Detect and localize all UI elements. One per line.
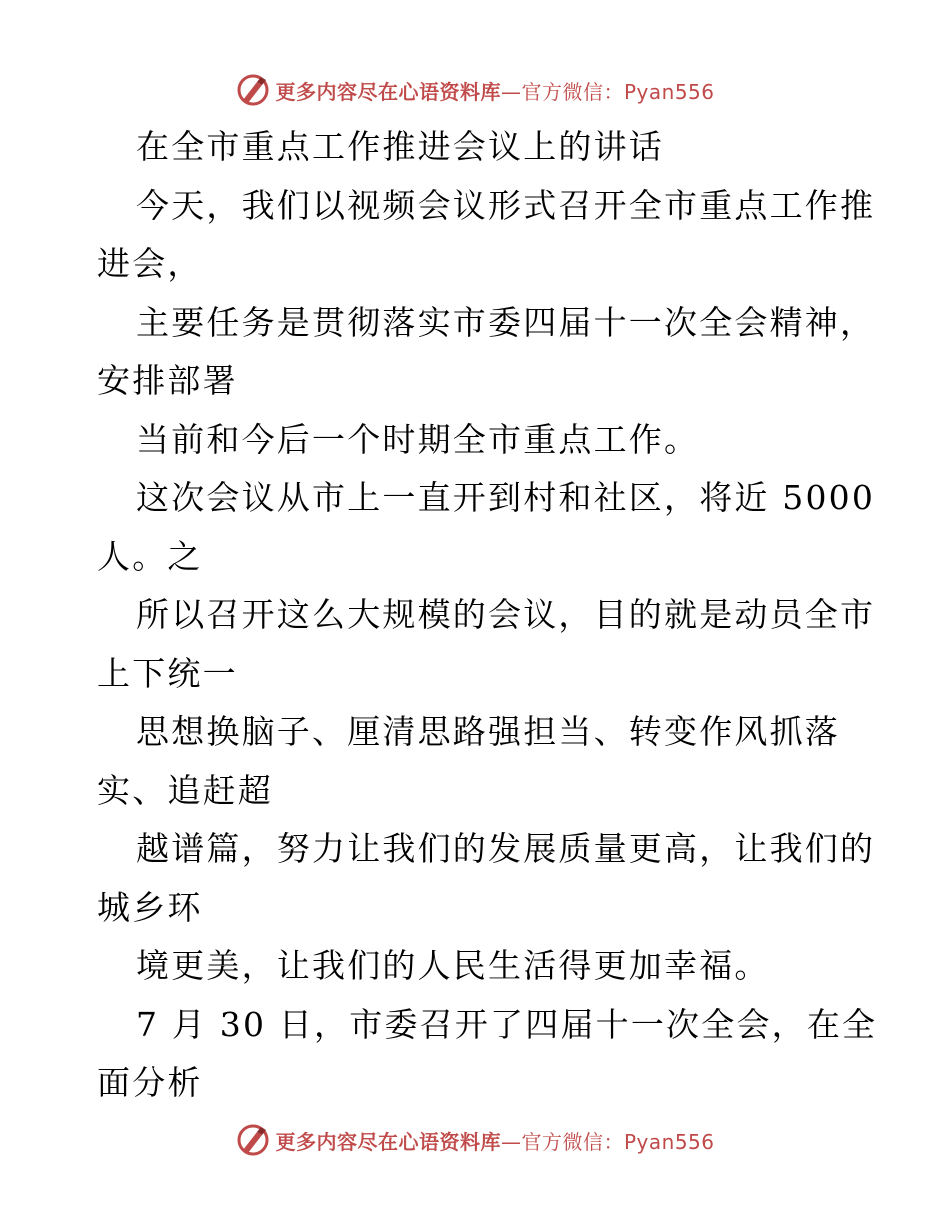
- watermark-wechat-id: Pyan556: [623, 1129, 715, 1154]
- text-line: 安排部署: [97, 361, 238, 400]
- header-watermark: [0, 68, 950, 112]
- text-line: 思想换脑子、厘清思路强担当、转变作风抓落: [136, 712, 840, 751]
- text-line: 今天，我们以视频会议形式召开全市重点工作推: [136, 185, 876, 225]
- text-line: 城乡环: [97, 887, 203, 927]
- document-title: 在全市重点工作推进会议上的讲话: [136, 127, 664, 166]
- watermark-main-text: 更多内容尽在心语资料库: [275, 1129, 501, 1154]
- text-line: 所以召开这么大规模的会议，目的就是动员全市: [136, 595, 876, 634]
- watermark-main-text: 更多内容尽在心语资料库: [275, 79, 501, 104]
- text-line: 当前和今后一个时期全市重点工作。: [136, 419, 700, 459]
- footer-watermark: [0, 1118, 950, 1162]
- text-line: 人。之: [97, 536, 203, 576]
- text-line: 7 月 30 日，市委召开了四届十一次全会，在全: [136, 1004, 878, 1044]
- watermark-separator: —: [500, 1129, 522, 1154]
- watermark-wechat-label: 官方微信：: [521, 1129, 624, 1154]
- text-line: 进会，: [97, 244, 203, 283]
- watermark-separator: —: [500, 79, 522, 104]
- text-line: 上下统一: [97, 653, 238, 693]
- document-body: [97, 118, 878, 1113]
- text-line: 主要任务是贯彻落实市委四届十一次全会精神，: [136, 302, 876, 342]
- text-line: 越谱篇，努力让我们的发展质量更高，让我们的: [136, 829, 876, 868]
- pen-logo-icon: [235, 72, 271, 108]
- pen-logo-icon: [235, 1122, 271, 1158]
- watermark-wechat-id: Pyan556: [623, 79, 715, 104]
- text-line: 面分析: [97, 1063, 203, 1102]
- text-line: 境更美，让我们的人民生活得更加幸福。: [136, 946, 770, 985]
- text-line: 实、追赶超: [97, 770, 273, 810]
- watermark-wechat-label: 官方微信：: [521, 79, 624, 104]
- text-line: 这次会议从市上一直开到村和社区，将近 5000: [136, 478, 876, 517]
